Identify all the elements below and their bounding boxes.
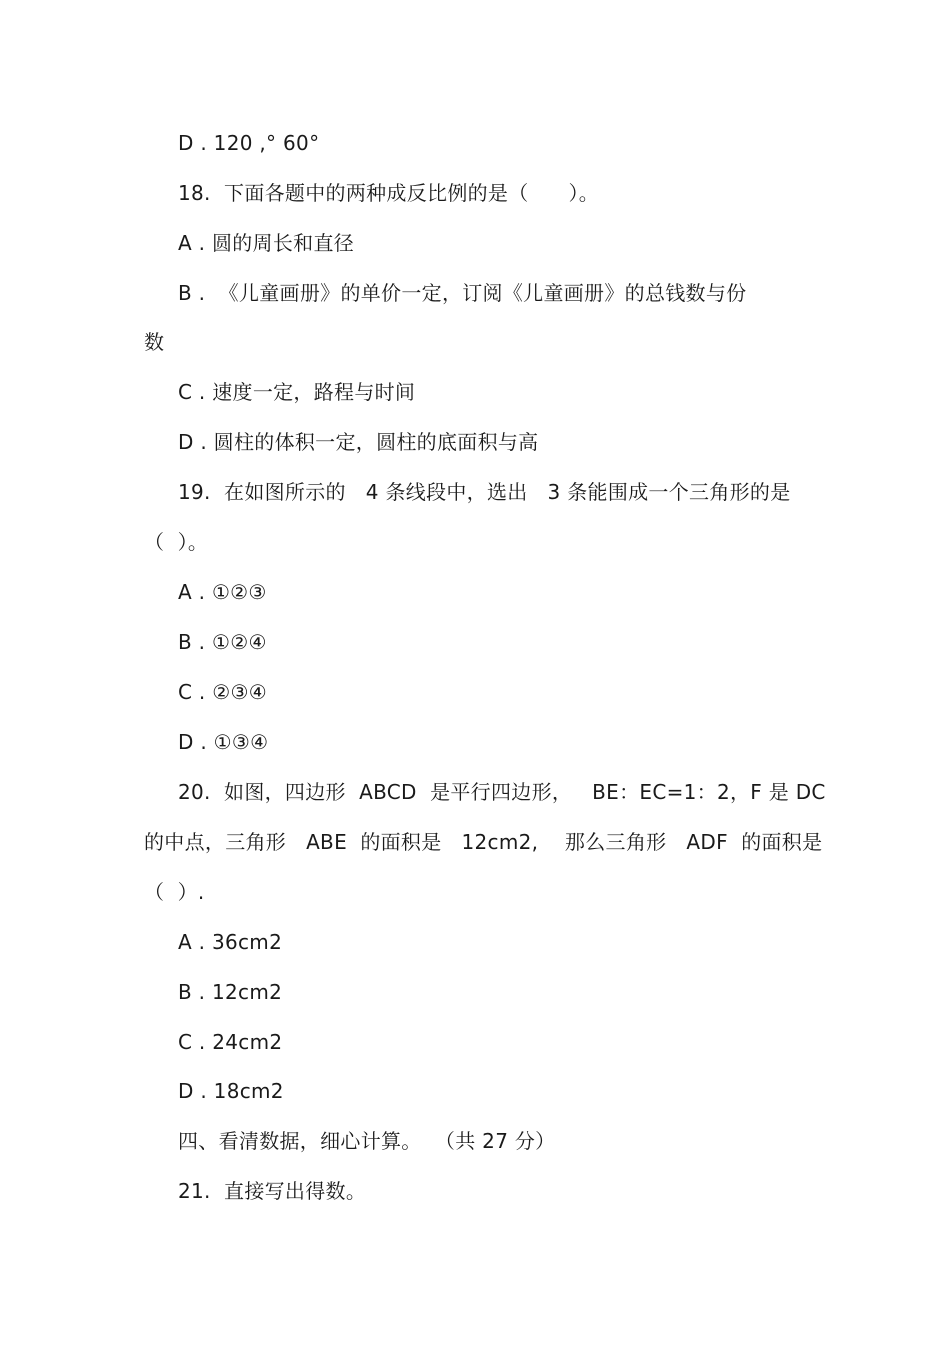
q19-stem-continued: （ ）。: [144, 530, 209, 554]
q20-option-c: C . 24cm2: [178, 1030, 283, 1054]
q18-stem: 18. 下面各题中的两种成反比例的是（ ）。: [178, 181, 600, 205]
q18-option-b: B . 《儿童画册》的单价一定，订阅《儿童画册》的总钱数与份: [178, 281, 747, 305]
q18-option-a: A . 圆的周长和直径: [178, 231, 355, 255]
q20-stem: 20. 如图，四边形 ABCD 是平行四边形， BE：EC=1：2，F 是 DC: [178, 780, 826, 804]
q20-stem-continued: 的中点，三角形 ABE 的面积是 12cm2, 那么三角形 ADF 的面积是: [144, 830, 823, 854]
q18-option-b-continued: 数: [144, 330, 165, 354]
q19-option-d: D . ①③④: [178, 730, 269, 754]
q19-option-c: C . ②③④: [178, 680, 267, 704]
q20-option-b: B . 12cm2: [178, 980, 283, 1004]
q19-option-a: A . ①②③: [178, 580, 267, 604]
q19-option-b: B . ①②④: [178, 630, 267, 654]
q18-option-d: D . 圆柱的体积一定，圆柱的底面积与高: [178, 430, 539, 454]
q20-answer-blank: （ ）.: [144, 880, 205, 904]
section-four-heading: 四、看清数据，细心计算。 （共 27 分）: [178, 1129, 556, 1153]
q17-option-d: D . 120 ,° 60°: [178, 131, 320, 155]
q18-option-c: C . 速度一定，路程与时间: [178, 380, 416, 404]
q21-stem: 21. 直接写出得数。: [178, 1179, 367, 1203]
q20-option-d: D . 18cm2: [178, 1079, 284, 1103]
q20-option-a: A . 36cm2: [178, 930, 283, 954]
q19-stem: 19. 在如图所示的 4 条线段中，选出 3 条能围成一个三角形的是: [178, 480, 791, 504]
